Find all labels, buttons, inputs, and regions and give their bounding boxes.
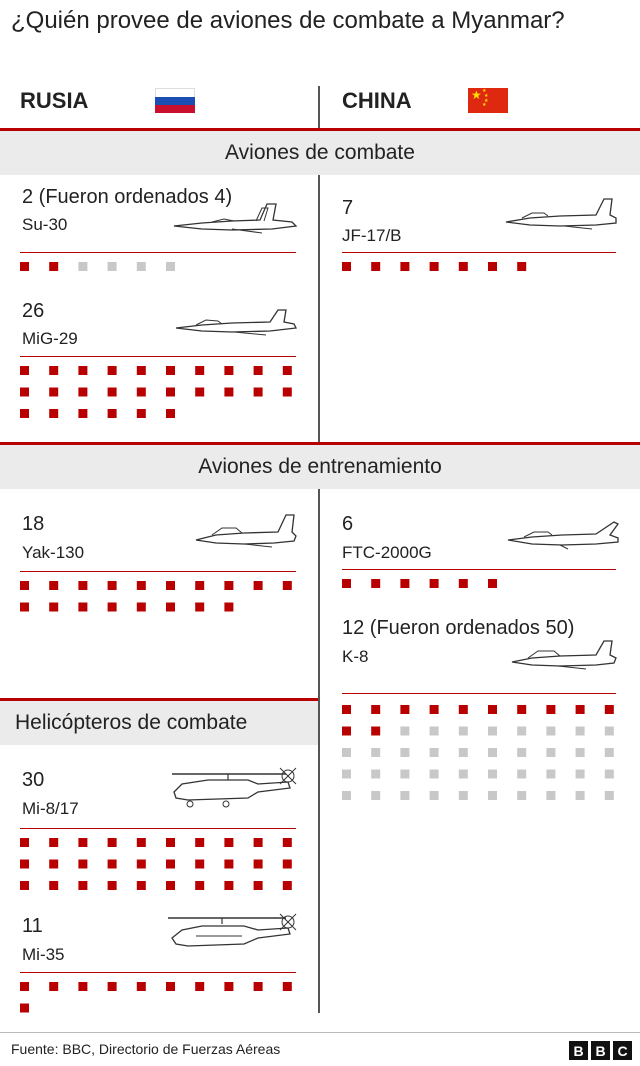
delivered-aircraft-square [342,579,351,588]
ordered-aircraft-square [517,748,526,757]
ordered-aircraft-square [459,770,468,779]
mi35-squares [20,982,300,1016]
delivered-aircraft-square [108,881,117,890]
delivered-aircraft-square [20,366,29,375]
ordered-aircraft-square [605,727,614,736]
delivered-aircraft-square [254,982,263,991]
mi817-squares [20,838,300,894]
delivered-aircraft-square [254,388,263,397]
delivered-aircraft-square [224,581,233,590]
delivered-aircraft-square [430,262,439,271]
ordered-aircraft-square [605,770,614,779]
k8-count: 12 (Fueron ordenados 50) [342,617,575,639]
ordered-aircraft-square [546,727,555,736]
section-combat: Aviones de combate [0,131,640,175]
delivered-aircraft-square [108,388,117,397]
delivered-aircraft-square [488,705,497,714]
su30-plane-icon [172,200,298,236]
delivered-aircraft-square [20,860,29,869]
entry-rule [20,828,296,829]
entry-rule [342,569,616,570]
delivered-aircraft-square [488,579,497,588]
entry-rule [20,571,296,572]
delivered-aircraft-square [459,262,468,271]
delivered-aircraft-square [166,581,175,590]
entry-rule [20,252,296,253]
delivered-aircraft-square [108,982,117,991]
delivered-aircraft-square [224,388,233,397]
mig29-squares [20,366,300,422]
delivered-aircraft-square [371,579,380,588]
ordered-aircraft-square [371,748,380,757]
delivered-aircraft-square [78,409,87,418]
source-note: Fuente: BBC, Directorio de Fuerzas Aéreas [11,1041,281,1057]
delivered-aircraft-square [459,705,468,714]
ordered-aircraft-square [459,791,468,800]
delivered-aircraft-square [49,838,58,847]
ordered-aircraft-square [166,262,175,271]
ordered-aircraft-square [459,748,468,757]
ordered-aircraft-square [605,748,614,757]
section-training: Aviones de entrenamiento [0,445,640,489]
delivered-aircraft-square [137,982,146,991]
delivered-aircraft-square [49,388,58,397]
delivered-aircraft-square [78,388,87,397]
entry-rule [20,356,296,357]
delivered-aircraft-square [224,838,233,847]
delivered-aircraft-square [137,366,146,375]
ordered-aircraft-square [459,727,468,736]
delivered-aircraft-square [49,881,58,890]
delivered-aircraft-square [195,388,204,397]
delivered-aircraft-square [576,705,585,714]
yak130-plane-icon [194,512,298,550]
ordered-aircraft-square [430,770,439,779]
delivered-aircraft-square [78,603,87,612]
delivered-aircraft-square [546,705,555,714]
su30-squares [20,262,300,274]
mi35-count: 11 [22,915,43,937]
delivered-aircraft-square [195,860,204,869]
delivered-aircraft-square [108,603,117,612]
delivered-aircraft-square [20,881,29,890]
ftc2000g-squares [342,579,622,591]
ordered-aircraft-square [605,791,614,800]
section-helicopters: Helicópteros de combate [0,701,318,745]
delivered-aircraft-square [195,581,204,590]
delivered-aircraft-square [137,860,146,869]
delivered-aircraft-square [224,982,233,991]
delivered-aircraft-square [224,881,233,890]
delivered-aircraft-square [371,262,380,271]
delivered-aircraft-square [166,409,175,418]
jf17-squares [342,262,622,274]
bbc-logo-letter: B [591,1041,610,1060]
delivered-aircraft-square [20,581,29,590]
delivered-aircraft-square [195,603,204,612]
delivered-aircraft-square [49,982,58,991]
entry-rule [342,252,616,253]
delivered-aircraft-square [224,366,233,375]
header-divider [318,86,320,128]
delivered-aircraft-square [49,409,58,418]
delivered-aircraft-square [283,838,292,847]
delivered-aircraft-square [49,603,58,612]
delivered-aircraft-square [400,705,409,714]
ftc2000g-model: FTC-2000G [342,543,432,562]
delivered-aircraft-square [20,262,29,271]
ordered-aircraft-square [400,727,409,736]
mi817-count: 30 [22,769,45,791]
delivered-aircraft-square [254,860,263,869]
mi35-helicopter-icon [166,906,298,950]
delivered-aircraft-square [137,881,146,890]
delivered-aircraft-square [108,581,117,590]
russia-flag-icon [155,88,195,113]
ordered-aircraft-square [576,727,585,736]
delivered-aircraft-square [78,366,87,375]
delivered-aircraft-square [166,881,175,890]
ftc2000g-plane-icon [506,518,620,550]
mi817-helicopter-icon [168,762,298,808]
mig29-count: 26 [22,300,45,322]
delivered-aircraft-square [430,705,439,714]
delivered-aircraft-square [20,982,29,991]
delivered-aircraft-square [517,262,526,271]
delivered-aircraft-square [49,366,58,375]
k8-plane-icon [510,638,618,672]
delivered-aircraft-square [166,838,175,847]
delivered-aircraft-square [254,838,263,847]
delivered-aircraft-square [108,409,117,418]
delivered-aircraft-square [20,409,29,418]
delivered-aircraft-square [371,727,380,736]
delivered-aircraft-square [137,838,146,847]
chart-title: ¿Quién provee de aviones de combate a Myanmar? [11,7,565,34]
delivered-aircraft-square [49,262,58,271]
delivered-aircraft-square [49,860,58,869]
ordered-aircraft-square [342,748,351,757]
mig29-plane-icon [174,308,298,338]
delivered-aircraft-square [166,982,175,991]
jf17-model: JF-17/B [342,226,402,245]
mig29-model: MiG-29 [22,329,78,348]
delivered-aircraft-square [283,388,292,397]
delivered-aircraft-square [283,860,292,869]
delivered-aircraft-square [283,982,292,991]
ordered-aircraft-square [488,748,497,757]
delivered-aircraft-square [195,366,204,375]
ordered-aircraft-square [576,770,585,779]
delivered-aircraft-square [342,705,351,714]
ordered-aircraft-square [488,791,497,800]
delivered-aircraft-square [78,881,87,890]
ordered-aircraft-square [400,791,409,800]
delivered-aircraft-square [20,388,29,397]
ordered-aircraft-square [430,791,439,800]
ordered-aircraft-square [546,748,555,757]
ordered-aircraft-square [517,727,526,736]
delivered-aircraft-square [20,1004,29,1013]
ordered-aircraft-square [430,748,439,757]
ordered-aircraft-square [488,727,497,736]
delivered-aircraft-square [342,727,351,736]
delivered-aircraft-square [166,388,175,397]
ordered-aircraft-square [78,262,87,271]
yak130-squares [20,581,300,615]
delivered-aircraft-square [605,705,614,714]
delivered-aircraft-square [78,581,87,590]
jf17-plane-icon [504,196,618,232]
ordered-aircraft-square [400,770,409,779]
ordered-aircraft-square [546,791,555,800]
china-flag-icon: ★ ★ ★ ★ ★ [468,88,508,113]
ordered-aircraft-square [546,770,555,779]
country-china: CHINA [342,88,412,113]
su30-model: Su-30 [22,215,68,234]
bbc-logo [569,1041,632,1060]
delivered-aircraft-square [283,366,292,375]
ordered-aircraft-square [108,262,117,271]
delivered-aircraft-square [20,838,29,847]
delivered-aircraft-square [342,262,351,271]
delivered-aircraft-square [283,581,292,590]
delivered-aircraft-square [108,366,117,375]
delivered-aircraft-square [137,409,146,418]
delivered-aircraft-square [517,705,526,714]
delivered-aircraft-square [400,262,409,271]
footer-rule [0,1032,640,1033]
ordered-aircraft-square [371,770,380,779]
column-divider [318,488,320,1013]
delivered-aircraft-square [283,881,292,890]
ordered-aircraft-square [517,770,526,779]
ordered-aircraft-square [517,791,526,800]
delivered-aircraft-square [49,581,58,590]
yak130-model: Yak-130 [22,543,85,562]
delivered-aircraft-square [137,603,146,612]
jf17-count: 7 [342,197,354,219]
delivered-aircraft-square [166,603,175,612]
ordered-aircraft-square [137,262,146,271]
ordered-aircraft-square [488,770,497,779]
k8-squares [342,705,622,837]
delivered-aircraft-square [166,366,175,375]
delivered-aircraft-square [224,603,233,612]
ordered-aircraft-square [430,727,439,736]
delivered-aircraft-square [254,366,263,375]
country-russia: RUSIA [20,88,89,113]
delivered-aircraft-square [108,860,117,869]
column-divider [318,174,320,442]
delivered-aircraft-square [224,860,233,869]
delivered-aircraft-square [254,881,263,890]
bbc-logo-letter: C [613,1041,632,1060]
ordered-aircraft-square [342,791,351,800]
entry-rule [342,693,616,694]
ordered-aircraft-square [371,791,380,800]
mi35-model: Mi-35 [22,945,65,964]
delivered-aircraft-square [78,838,87,847]
delivered-aircraft-square [20,603,29,612]
delivered-aircraft-square [78,860,87,869]
ordered-aircraft-square [400,748,409,757]
delivered-aircraft-square [459,579,468,588]
yak130-count: 18 [22,513,45,535]
delivered-aircraft-square [195,838,204,847]
delivered-aircraft-square [137,581,146,590]
k8-model: K-8 [342,647,369,666]
mi817-model: Mi-8/17 [22,799,79,818]
ordered-aircraft-square [576,748,585,757]
delivered-aircraft-square [166,860,175,869]
delivered-aircraft-square [195,881,204,890]
delivered-aircraft-square [430,579,439,588]
ordered-aircraft-square [576,791,585,800]
bbc-logo-letter: B [569,1041,588,1060]
delivered-aircraft-square [400,579,409,588]
delivered-aircraft-square [254,581,263,590]
delivered-aircraft-square [371,705,380,714]
delivered-aircraft-square [488,262,497,271]
delivered-aircraft-square [108,838,117,847]
entry-rule [20,972,296,973]
delivered-aircraft-square [137,388,146,397]
su30-count: 2 (Fueron ordenados 4) [22,186,233,208]
ftc2000g-count: 6 [342,513,354,535]
ordered-aircraft-square [342,770,351,779]
delivered-aircraft-square [195,982,204,991]
delivered-aircraft-square [78,982,87,991]
